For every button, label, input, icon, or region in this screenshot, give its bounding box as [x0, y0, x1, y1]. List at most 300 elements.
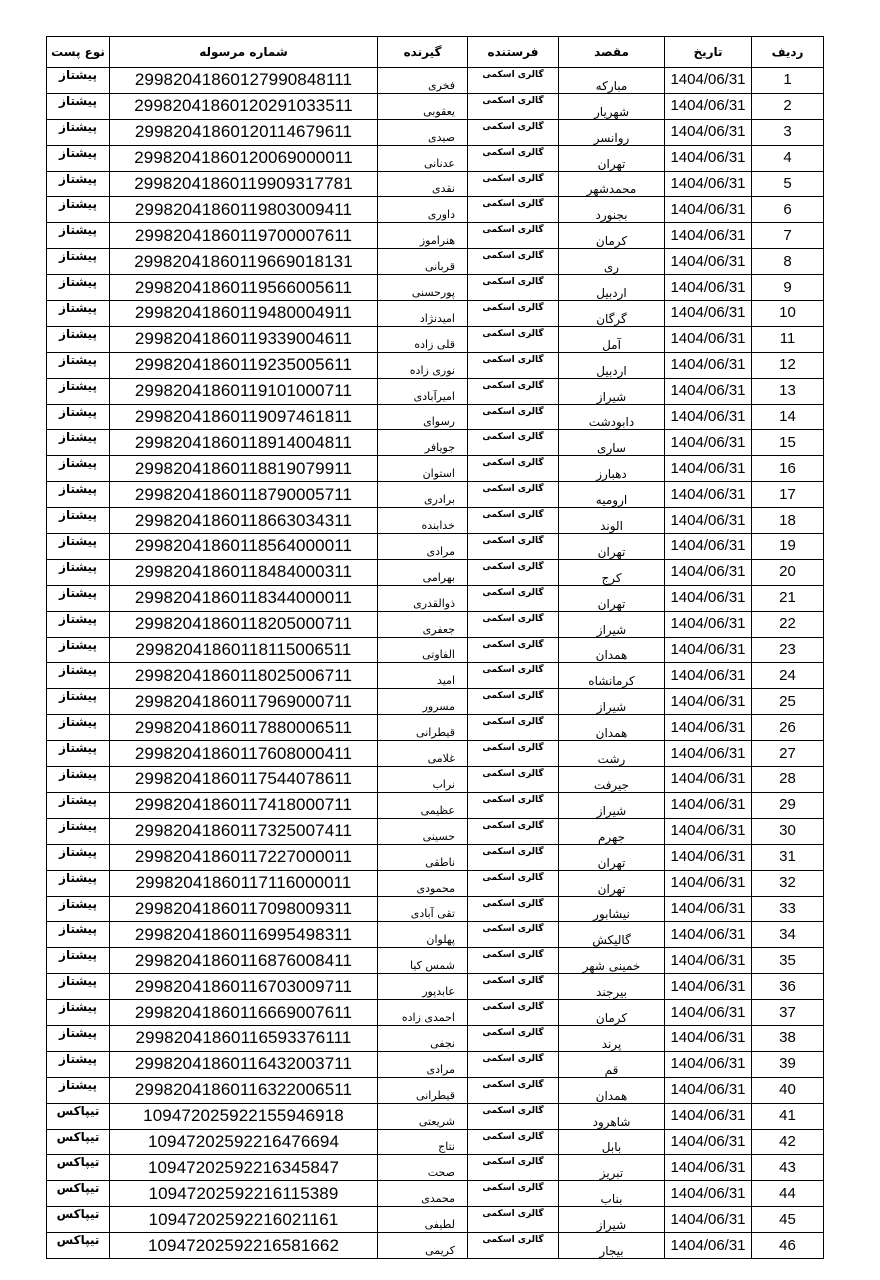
post-type-cell: پیشتاز [47, 792, 110, 818]
row-number-cell: 24 [752, 663, 824, 689]
row-number-cell: 25 [752, 689, 824, 715]
table-row [47, 93, 824, 119]
table-row [47, 326, 824, 352]
post-type-cell: پیشتاز [47, 663, 110, 689]
receiver-cell: شریعتی [378, 1103, 468, 1129]
table-row [47, 948, 824, 974]
shipment-number-cell: 29982041860118484000311 [110, 559, 378, 585]
destination-cell: بابل [559, 1129, 665, 1155]
date-cell: 1404/06/31 [665, 197, 752, 223]
row-number-cell: 27 [752, 741, 824, 767]
destination-cell: بیرجند [559, 974, 665, 1000]
table-row [47, 249, 824, 275]
destination-cell: همدان [559, 637, 665, 663]
row-number-cell: 20 [752, 559, 824, 585]
table-row [47, 896, 824, 922]
table-row [47, 482, 824, 508]
destination-cell: تبریز [559, 1155, 665, 1181]
sender-cell: گالری اسکمی [468, 378, 559, 404]
post-type-cell: پیشتاز [47, 844, 110, 870]
post-type-cell: پیشتاز [47, 301, 110, 327]
row-number-cell: 26 [752, 715, 824, 741]
post-type-cell: پیشتاز [47, 145, 110, 171]
row-number-cell: 18 [752, 508, 824, 534]
table-row [47, 301, 824, 327]
sender-cell: گالری اسکمی [468, 637, 559, 663]
date-cell: 1404/06/31 [665, 68, 752, 94]
table-row [47, 559, 824, 585]
row-number-cell: 6 [752, 197, 824, 223]
header-destination: مقصد [559, 37, 665, 68]
post-type-cell: پیشتاز [47, 171, 110, 197]
destination-cell: شیراز [559, 611, 665, 637]
sender-cell: گالری اسکمی [468, 534, 559, 560]
header-row: ردیف [752, 37, 824, 68]
receiver-cell: امیرآبادی [378, 378, 468, 404]
receiver-cell: یعقوبی [378, 93, 468, 119]
date-cell: 1404/06/31 [665, 767, 752, 793]
header-sender: فرستنده [468, 37, 559, 68]
receiver-cell: پهلوان [378, 922, 468, 948]
table-row [47, 145, 824, 171]
date-cell: 1404/06/31 [665, 171, 752, 197]
receiver-cell: عظیمی [378, 792, 468, 818]
receiver-cell: خدابنده [378, 508, 468, 534]
post-type-cell: پیشتاز [47, 275, 110, 301]
row-number-cell: 30 [752, 818, 824, 844]
sender-cell: گالری اسکمی [468, 326, 559, 352]
date-cell: 1404/06/31 [665, 1077, 752, 1103]
destination-cell: همدان [559, 1077, 665, 1103]
row-number-cell: 16 [752, 456, 824, 482]
date-cell: 1404/06/31 [665, 456, 752, 482]
post-type-cell: پیشتاز [47, 68, 110, 94]
table-row [47, 844, 824, 870]
receiver-cell: صیدی [378, 119, 468, 145]
destination-cell: قم [559, 1051, 665, 1077]
date-cell: 1404/06/31 [665, 249, 752, 275]
sender-cell: گالری اسکمی [468, 896, 559, 922]
post-type-cell: پیشتاز [47, 922, 110, 948]
post-type-cell: پیشتاز [47, 93, 110, 119]
header-receiver: گیرنده [378, 37, 468, 68]
shipment-number-cell: 29982041860117116000011 [110, 870, 378, 896]
row-number-cell: 19 [752, 534, 824, 560]
sender-cell: گالری اسکمی [468, 171, 559, 197]
post-type-cell: پیشتاز [47, 534, 110, 560]
receiver-cell: تقی آبادی [378, 896, 468, 922]
table-header [47, 37, 824, 68]
date-cell: 1404/06/31 [665, 1155, 752, 1181]
table-row [47, 1025, 824, 1051]
sender-cell: گالری اسکمی [468, 275, 559, 301]
destination-cell: بجنورد [559, 197, 665, 223]
sender-cell: گالری اسکمی [468, 948, 559, 974]
receiver-cell: داوری [378, 197, 468, 223]
receiver-cell: مسرور [378, 689, 468, 715]
post-type-cell: پیشتاز [47, 249, 110, 275]
date-cell: 1404/06/31 [665, 1051, 752, 1077]
sender-cell: گالری اسکمی [468, 249, 559, 275]
date-cell: 1404/06/31 [665, 741, 752, 767]
table-row [47, 585, 824, 611]
post-type-cell: پیشتاز [47, 948, 110, 974]
date-cell: 1404/06/31 [665, 508, 752, 534]
row-number-cell: 35 [752, 948, 824, 974]
table-row [47, 870, 824, 896]
row-number-cell: 44 [752, 1181, 824, 1207]
row-number-cell: 36 [752, 974, 824, 1000]
row-number-cell: 11 [752, 326, 824, 352]
destination-cell: نیشابور [559, 896, 665, 922]
post-type-cell: پیشتاز [47, 1051, 110, 1077]
destination-cell: کرمانشاه [559, 663, 665, 689]
date-cell: 1404/06/31 [665, 534, 752, 560]
table-row [47, 922, 824, 948]
date-cell: 1404/06/31 [665, 1129, 752, 1155]
sender-cell: گالری اسکمی [468, 197, 559, 223]
post-type-cell: پیشتاز [47, 430, 110, 456]
sender-cell: گالری اسکمی [468, 974, 559, 1000]
sender-cell: گالری اسکمی [468, 870, 559, 896]
sender-cell: گالری اسکمی [468, 404, 559, 430]
date-cell: 1404/06/31 [665, 223, 752, 249]
post-type-cell: پیشتاز [47, 974, 110, 1000]
post-type-cell: پیشتاز [47, 508, 110, 534]
post-type-cell: تیپاکس [47, 1129, 110, 1155]
sender-cell: گالری اسکمی [468, 1129, 559, 1155]
row-number-cell: 41 [752, 1103, 824, 1129]
sender-cell: گالری اسکمی [468, 1077, 559, 1103]
sender-cell: گالری اسکمی [468, 301, 559, 327]
row-number-cell: 14 [752, 404, 824, 430]
date-cell: 1404/06/31 [665, 637, 752, 663]
table-body [47, 68, 824, 1259]
table-row [47, 1000, 824, 1026]
receiver-cell: نراب [378, 767, 468, 793]
post-type-cell: تیپاکس [47, 1181, 110, 1207]
date-cell: 1404/06/31 [665, 1233, 752, 1259]
receiver-cell: جعفری [378, 611, 468, 637]
row-number-cell: 22 [752, 611, 824, 637]
date-cell: 1404/06/31 [665, 275, 752, 301]
receiver-cell: کریمی [378, 1233, 468, 1259]
row-number-cell: 13 [752, 378, 824, 404]
shipment-number-cell: 10947202592216581662 [110, 1233, 378, 1259]
shipment-number-cell: 29982041860120069000011 [110, 145, 378, 171]
table-row [47, 430, 824, 456]
shipment-number-cell: 29982041860116593376111 [110, 1025, 378, 1051]
date-cell: 1404/06/31 [665, 1207, 752, 1233]
shipment-number-cell: 29982041860119097461811 [110, 404, 378, 430]
post-type-cell: پیشتاز [47, 741, 110, 767]
post-type-cell: پیشتاز [47, 404, 110, 430]
shipment-number-cell: 29982041860116669007611 [110, 1000, 378, 1026]
sender-cell: گالری اسکمی [468, 352, 559, 378]
destination-cell: دابودشت [559, 404, 665, 430]
destination-cell: گالیکش [559, 922, 665, 948]
receiver-cell: الفاوتی [378, 637, 468, 663]
shipment-number-cell: 29982041860119480004911 [110, 301, 378, 327]
table-row [47, 689, 824, 715]
receiver-cell: قربانی [378, 249, 468, 275]
row-number-cell: 9 [752, 275, 824, 301]
date-cell: 1404/06/31 [665, 326, 752, 352]
table-row [47, 741, 824, 767]
shipment-number-cell: 29982041860119700007611 [110, 223, 378, 249]
table-row [47, 352, 824, 378]
post-type-cell: پیشتاز [47, 689, 110, 715]
destination-cell: روانسر [559, 119, 665, 145]
receiver-cell: محمودی [378, 870, 468, 896]
receiver-cell: ناطقی [378, 844, 468, 870]
sender-cell: گالری اسکمی [468, 844, 559, 870]
receiver-cell: عابدپور [378, 974, 468, 1000]
destination-cell: الوند [559, 508, 665, 534]
shipment-number-cell: 29982041860118914004811 [110, 430, 378, 456]
receiver-cell: غلامی [378, 741, 468, 767]
table-row [47, 1129, 824, 1155]
post-type-cell: پیشتاز [47, 197, 110, 223]
table-row [47, 792, 824, 818]
receiver-cell: احمدی زاده [378, 1000, 468, 1026]
post-type-cell: پیشتاز [47, 870, 110, 896]
row-number-cell: 10 [752, 301, 824, 327]
destination-cell: تهران [559, 844, 665, 870]
row-number-cell: 34 [752, 922, 824, 948]
shipment-number-cell: 29982041860118344000011 [110, 585, 378, 611]
post-type-cell: تیپاکس [47, 1103, 110, 1129]
table-row [47, 68, 824, 94]
destination-cell: کرمان [559, 1000, 665, 1026]
receiver-cell: نجفی [378, 1025, 468, 1051]
destination-cell: اردبیل [559, 275, 665, 301]
date-cell: 1404/06/31 [665, 585, 752, 611]
date-cell: 1404/06/31 [665, 792, 752, 818]
date-cell: 1404/06/31 [665, 145, 752, 171]
receiver-cell: صحت [378, 1155, 468, 1181]
table-row [47, 275, 824, 301]
row-number-cell: 1 [752, 68, 824, 94]
shipment-number-cell: 29982041860117098009311 [110, 896, 378, 922]
date-cell: 1404/06/31 [665, 1181, 752, 1207]
post-type-cell: پیشتاز [47, 119, 110, 145]
sender-cell: گالری اسکمی [468, 482, 559, 508]
receiver-cell: قیطرانی [378, 1077, 468, 1103]
shipment-number-cell: 29982041860120291033511 [110, 93, 378, 119]
post-type-cell: پیشتاز [47, 559, 110, 585]
post-type-cell: پیشتاز [47, 611, 110, 637]
sender-cell: گالری اسکمی [468, 559, 559, 585]
date-cell: 1404/06/31 [665, 715, 752, 741]
row-number-cell: 2 [752, 93, 824, 119]
table-row [47, 1077, 824, 1103]
row-number-cell: 40 [752, 1077, 824, 1103]
row-number-cell: 45 [752, 1207, 824, 1233]
date-cell: 1404/06/31 [665, 870, 752, 896]
destination-cell: بیجار [559, 1233, 665, 1259]
receiver-cell: جویافر [378, 430, 468, 456]
date-cell: 1404/06/31 [665, 818, 752, 844]
receiver-cell: هنراموز [378, 223, 468, 249]
sender-cell: گالری اسکمی [468, 1000, 559, 1026]
row-number-cell: 37 [752, 1000, 824, 1026]
shipment-number-cell: 29982041860117544078611 [110, 767, 378, 793]
table-row [47, 404, 824, 430]
receiver-cell: بهرامی [378, 559, 468, 585]
sender-cell: گالری اسکمی [468, 767, 559, 793]
sender-cell: گالری اسکمی [468, 585, 559, 611]
row-number-cell: 4 [752, 145, 824, 171]
receiver-cell: برادری [378, 482, 468, 508]
destination-cell: ارومیه [559, 482, 665, 508]
destination-cell: شیراز [559, 689, 665, 715]
post-type-cell: پیشتاز [47, 1077, 110, 1103]
table-row [47, 663, 824, 689]
receiver-cell: قلی زاده [378, 326, 468, 352]
sender-cell: گالری اسکمی [468, 456, 559, 482]
receiver-cell: لطیفی [378, 1207, 468, 1233]
receiver-cell: نقدی [378, 171, 468, 197]
sender-cell: گالری اسکمی [468, 93, 559, 119]
shipment-number-cell: 29982041860118663034311 [110, 508, 378, 534]
shipment-number-cell: 29982041860117227000011 [110, 844, 378, 870]
receiver-cell: امیدنژاد [378, 301, 468, 327]
row-number-cell: 21 [752, 585, 824, 611]
post-type-cell: تیپاکس [47, 1155, 110, 1181]
destination-cell: بناب [559, 1181, 665, 1207]
sender-cell: گالری اسکمی [468, 715, 559, 741]
sender-cell: گالری اسکمی [468, 1051, 559, 1077]
sender-cell: گالری اسکمی [468, 508, 559, 534]
date-cell: 1404/06/31 [665, 352, 752, 378]
sender-cell: گالری اسکمی [468, 145, 559, 171]
table-row [47, 1051, 824, 1077]
destination-cell: گرگان [559, 301, 665, 327]
receiver-cell: نتاج [378, 1129, 468, 1155]
sender-cell: گالری اسکمی [468, 741, 559, 767]
shipment-number-cell: 10947202592216021161 [110, 1207, 378, 1233]
row-number-cell: 8 [752, 249, 824, 275]
destination-cell: جیرفت [559, 767, 665, 793]
receiver-cell: عدنانی [378, 145, 468, 171]
shipment-number-cell: 29982041860116322006511 [110, 1077, 378, 1103]
shipment-number-cell: 29982041860119909317781 [110, 171, 378, 197]
shipment-number-cell: 29982041860118564000011 [110, 534, 378, 560]
destination-cell: پرند [559, 1025, 665, 1051]
sender-cell: گالری اسکمی [468, 119, 559, 145]
table-row [47, 456, 824, 482]
shipment-number-cell: 29982041860116432003711 [110, 1051, 378, 1077]
shipment-number-cell: 29982041860118025006711 [110, 663, 378, 689]
post-type-cell: پیشتاز [47, 896, 110, 922]
table-row [47, 611, 824, 637]
table-row [47, 1181, 824, 1207]
post-type-cell: پیشتاز [47, 818, 110, 844]
destination-cell: شیراز [559, 378, 665, 404]
receiver-cell: فخری [378, 68, 468, 94]
receiver-cell: ذوالقدری [378, 585, 468, 611]
row-number-cell: 46 [752, 1233, 824, 1259]
receiver-cell: نوری زاده [378, 352, 468, 378]
receiver-cell: محمدی [378, 1181, 468, 1207]
table-row [47, 223, 824, 249]
shipment-number-cell: 10947202592215594691‌8 [110, 1103, 378, 1129]
table-row [47, 1207, 824, 1233]
shipment-number-cell: 29982041860117969000711 [110, 689, 378, 715]
destination-cell: خمینی شهر [559, 948, 665, 974]
table-row [47, 171, 824, 197]
destination-cell: رشت [559, 741, 665, 767]
row-number-cell: 7 [752, 223, 824, 249]
table-row [47, 715, 824, 741]
date-cell: 1404/06/31 [665, 119, 752, 145]
destination-cell: شیراز [559, 792, 665, 818]
shipment-number-cell: 29982041860118115006511 [110, 637, 378, 663]
post-type-cell: پیشتاز [47, 637, 110, 663]
date-cell: 1404/06/31 [665, 559, 752, 585]
sender-cell: گالری اسکمی [468, 1025, 559, 1051]
sender-cell: گالری اسکمی [468, 922, 559, 948]
shipment-number-cell: 29982041860118819079911 [110, 456, 378, 482]
header-shipment-number: شماره مرسوله [110, 37, 378, 68]
receiver-cell: امید [378, 663, 468, 689]
date-cell: 1404/06/31 [665, 430, 752, 456]
shipment-number-cell: 29982041860118790005711 [110, 482, 378, 508]
sender-cell: گالری اسکمی [468, 1233, 559, 1259]
sender-cell: گالری اسکمی [468, 1181, 559, 1207]
shipment-number-cell: 29982041860117608000411 [110, 741, 378, 767]
table-row [47, 637, 824, 663]
shipment-number-cell: 29982041860119339004611 [110, 326, 378, 352]
destination-cell: ری [559, 249, 665, 275]
row-number-cell: 38 [752, 1025, 824, 1051]
date-cell: 1404/06/31 [665, 948, 752, 974]
row-number-cell: 28 [752, 767, 824, 793]
date-cell: 1404/06/31 [665, 896, 752, 922]
row-number-cell: 33 [752, 896, 824, 922]
destination-cell: شاهرود [559, 1103, 665, 1129]
post-type-cell: پیشتاز [47, 482, 110, 508]
sender-cell: گالری اسکمی [468, 1207, 559, 1233]
destination-cell: شیراز [559, 1207, 665, 1233]
shipment-number-cell: 29982041860119235005611 [110, 352, 378, 378]
sender-cell: گالری اسکمی [468, 818, 559, 844]
post-type-cell: پیشتاز [47, 715, 110, 741]
destination-cell: تهران [559, 145, 665, 171]
date-cell: 1404/06/31 [665, 378, 752, 404]
row-number-cell: 3 [752, 119, 824, 145]
table-row [47, 818, 824, 844]
shipment-number-cell: 10947202592216115389 [110, 1181, 378, 1207]
destination-cell: تهران [559, 585, 665, 611]
receiver-cell: مرادی [378, 534, 468, 560]
shipment-number-cell: 29982041860118205000711 [110, 611, 378, 637]
row-number-cell: 17 [752, 482, 824, 508]
date-cell: 1404/06/31 [665, 301, 752, 327]
sender-cell: گالری اسکمی [468, 792, 559, 818]
shipment-number-cell: 29982041860119669018131 [110, 249, 378, 275]
shipment-number-cell: 29982041860116703009711 [110, 974, 378, 1000]
sender-cell: گالری اسکمی [468, 689, 559, 715]
sender-cell: گالری اسکمی [468, 430, 559, 456]
date-cell: 1404/06/31 [665, 689, 752, 715]
table-row [47, 508, 824, 534]
post-type-cell: پیشتاز [47, 378, 110, 404]
shipment-number-cell: 29982041860120114679611 [110, 119, 378, 145]
date-cell: 1404/06/31 [665, 482, 752, 508]
post-type-cell: پیشتاز [47, 1025, 110, 1051]
